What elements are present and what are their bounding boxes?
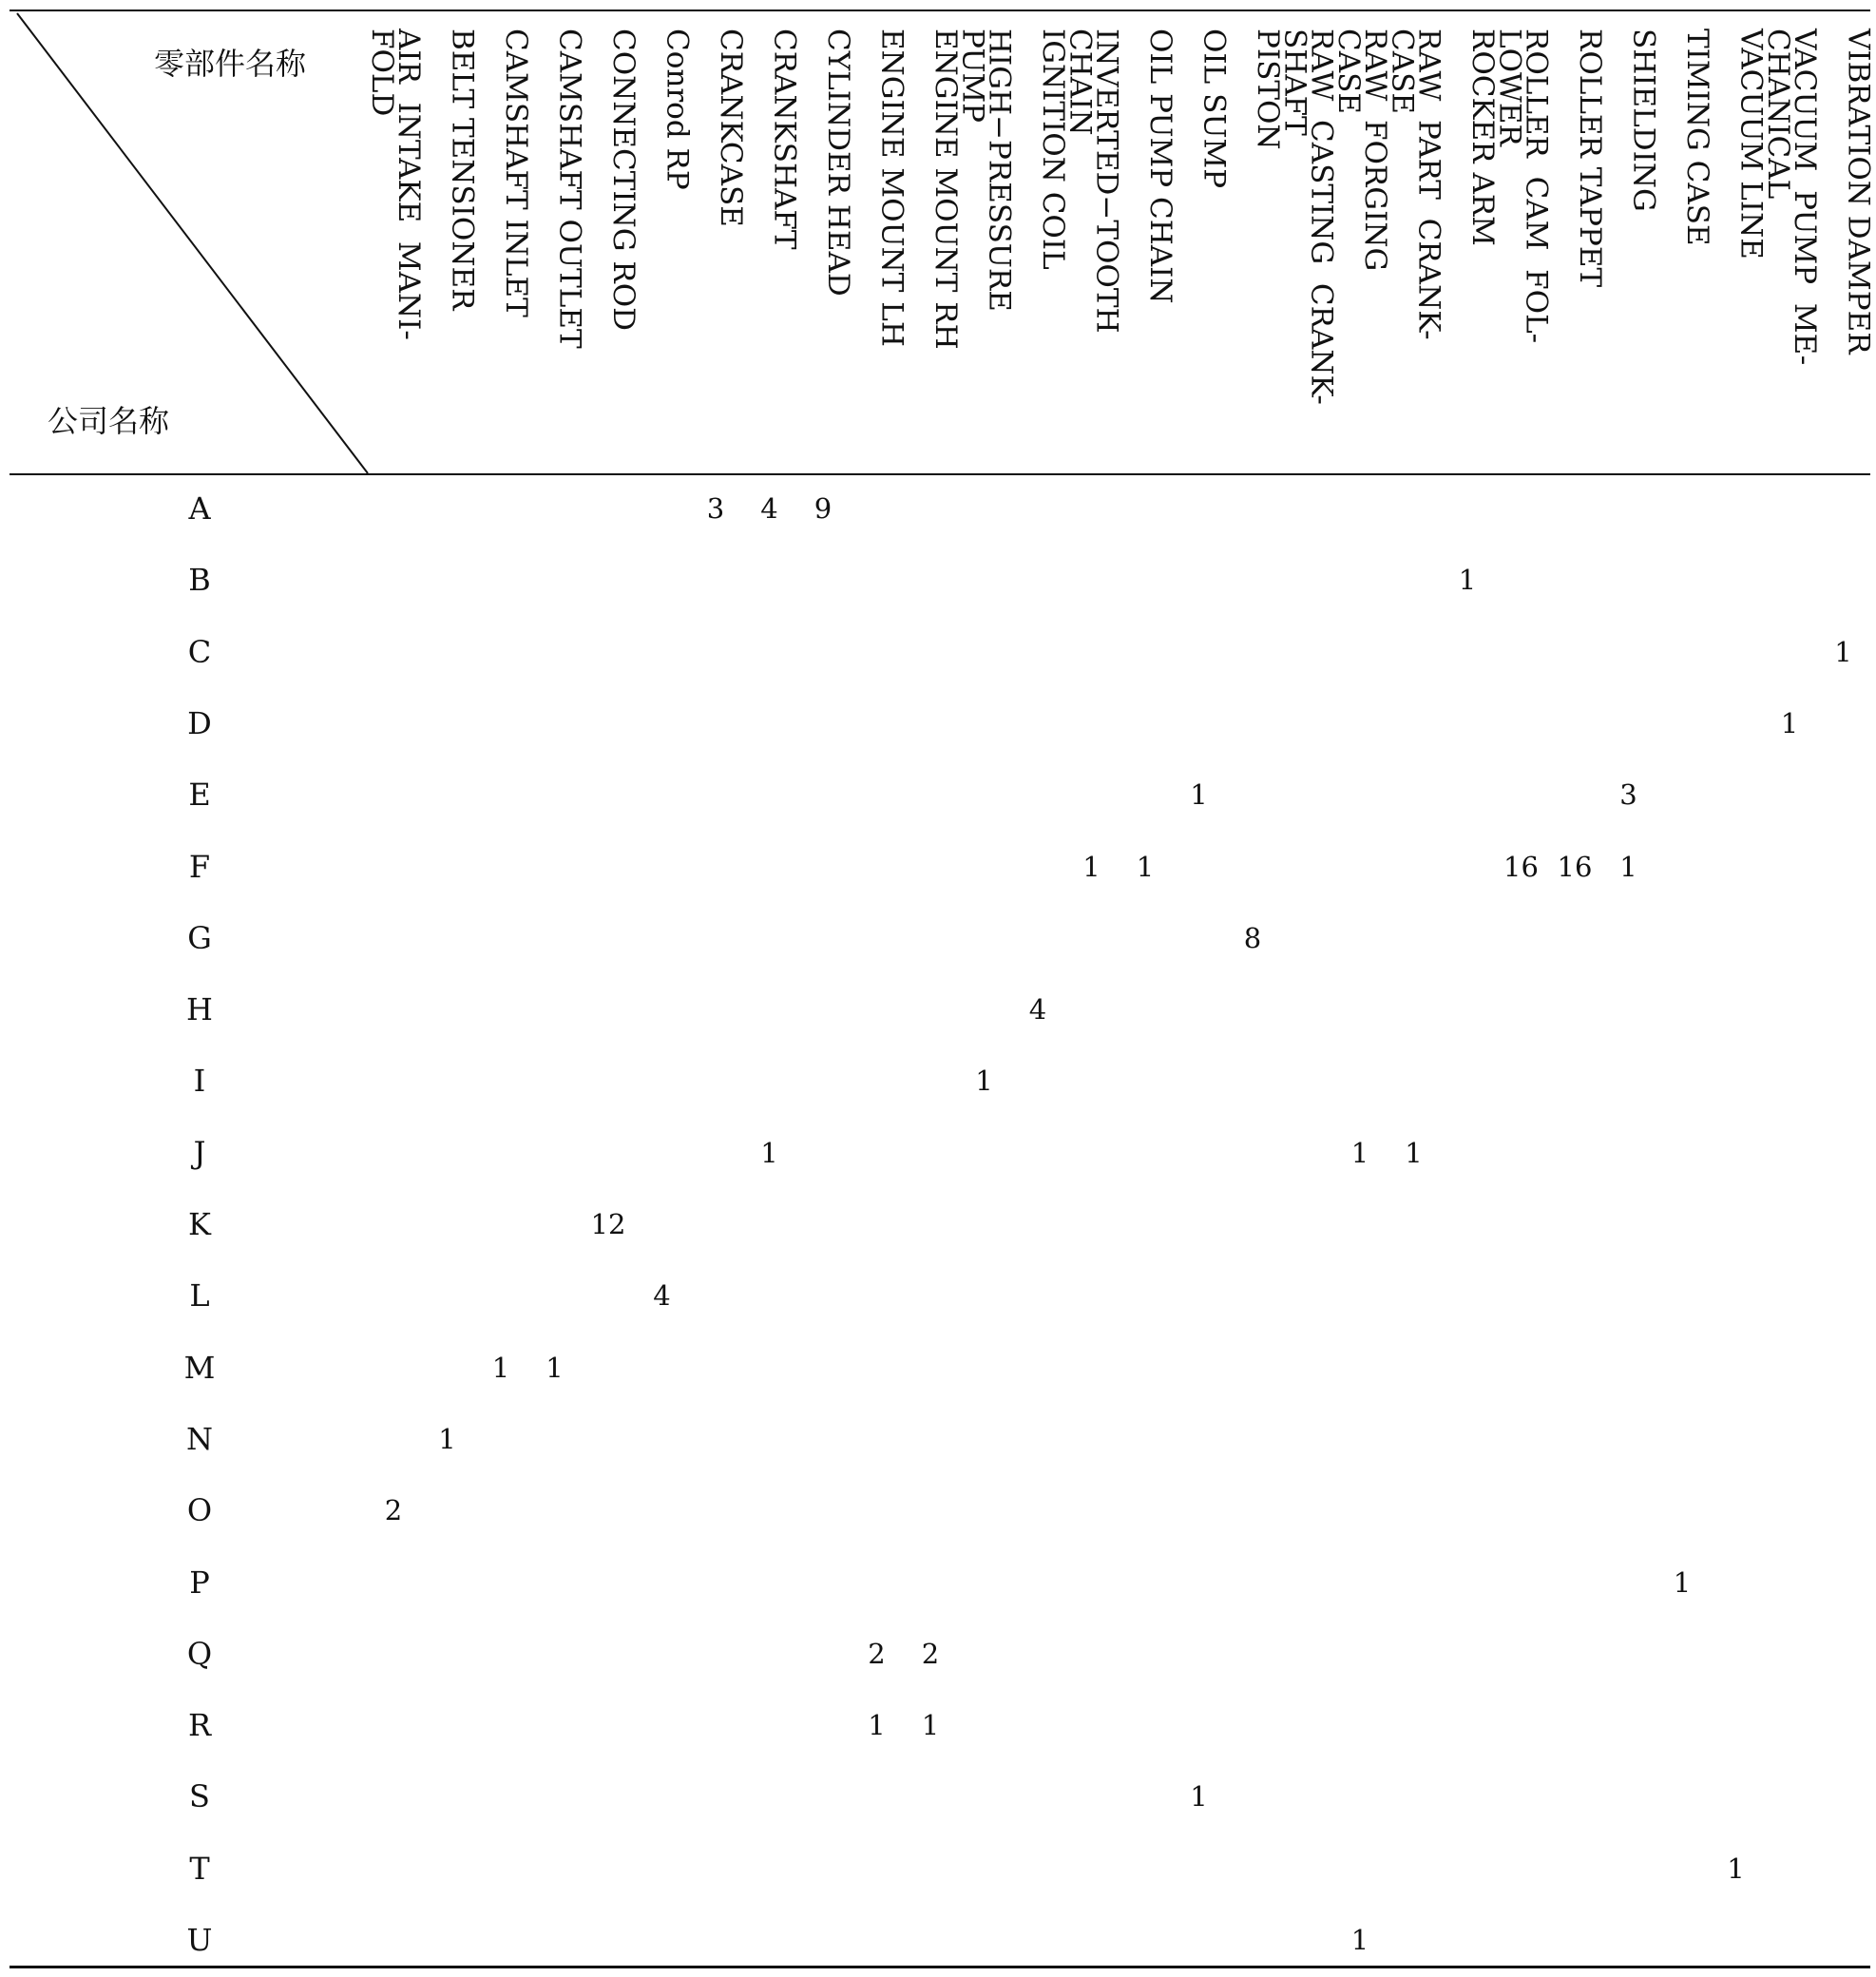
table-cell: 1 [1727,1852,1745,1885]
table-cell: 16 [1557,850,1593,883]
company-label: M [183,1349,216,1386]
company-label: R [187,1707,212,1744]
column-header: CAMSHAFT INLET [499,29,533,317]
table-cell: 4 [653,1279,671,1313]
column-header: OIL PUMP CHAIN [1143,29,1177,304]
data-table [10,0,1876,1977]
table-cell: 3 [706,492,725,525]
table-cell: 1 [1673,1565,1692,1599]
table-cell: 1 [868,1709,886,1742]
column-header: RAW FORGING CASE [1331,29,1392,272]
company-label: T [189,1850,210,1887]
table-cell: 1 [491,1351,510,1384]
table-cell: 9 [814,492,833,525]
company-label: C [187,633,212,670]
table-cell: 4 [760,492,778,525]
table-cell: 1 [1405,1136,1423,1169]
company-name-label: 公司名称 [48,403,170,439]
column-header: ENGINE MOUNT LH [874,29,909,347]
company-label: E [188,777,211,814]
table-cell: 1 [438,1422,456,1455]
column-header: ROCKER ARM [1465,29,1500,246]
column-header: RAW PART CRANK- CASE [1385,29,1446,340]
column-header: CRANKCASE [714,29,748,227]
column-header: OIL SUMP [1196,29,1232,189]
table-cell: 1 [1458,564,1477,597]
table-cell: 1 [1190,1780,1208,1814]
table-cell: 1 [1350,1924,1369,1956]
column-header: AIR INTAKE MANI- FOLD [365,29,426,340]
column-header: VACUUM LINE [1733,29,1769,259]
column-header: ENGINE MOUNT RH [928,29,963,350]
table-cell: 1 [975,1065,993,1098]
table-cell: 2 [921,1637,940,1670]
table-cell: 1 [1350,1136,1369,1169]
table-cell: 1 [1619,850,1637,883]
column-header: CAMSHAFT OUTLET [552,29,587,349]
column-header: RAW CASTING CRANK- SHAFT [1277,29,1339,405]
table-cell: 1 [1190,778,1208,812]
column-header: CYLINDER HEAD [821,29,855,297]
table-cell: 2 [384,1494,403,1527]
table-cell: 1 [1780,706,1799,739]
company-label: H [186,991,213,1028]
company-label: Q [186,1635,213,1672]
table-cell: 1 [1082,850,1101,883]
column-header: SHIELDING [1626,29,1661,212]
company-label: P [189,1564,210,1601]
company-label: K [188,1206,211,1242]
company-label: D [187,704,212,741]
table-cell: 1 [1136,850,1155,883]
table-cell: 12 [590,1208,626,1240]
column-header: VACUUM PUMP ME- CHANICAL [1761,29,1822,366]
column-header: TIMING CASE [1680,29,1714,246]
company-label: I [193,1063,206,1100]
company-label: F [188,848,211,885]
table-cell: 16 [1503,850,1539,883]
company-label: S [189,1778,210,1815]
column-header: Conrod RP [660,29,695,190]
column-header: ROLLER CAM FOL- LOWER [1492,29,1554,344]
company-label: A [188,490,211,527]
table-cell: 2 [868,1637,886,1670]
company-label: U [186,1922,213,1958]
company-label: B [188,562,211,599]
column-header: BELT TENSIONER [445,29,480,311]
column-header: INVERTED−TOOTH CHAIN [1062,29,1124,334]
table-cell: 1 [546,1351,564,1384]
company-label: N [186,1420,213,1457]
column-header: ROLLER TAPPET [1573,29,1607,288]
column-header: VIBRATION DAMPER [1841,29,1876,355]
column-header: CRANKSHAFT [767,29,802,250]
table-cell: 4 [1028,993,1047,1027]
company-label: O [186,1492,213,1529]
column-header: IGNITION COIL [1036,29,1070,270]
table-cell: 8 [1243,921,1262,954]
column-header: HIGH−PRESSURE PUMP [955,29,1017,312]
table-cell: 3 [1619,778,1637,812]
company-label: J [193,1134,206,1171]
table-cell: 1 [921,1709,940,1742]
column-header: PISTON [1251,29,1285,150]
column-header: CONNECTING ROD [606,29,641,332]
part-name-label: 零部件名称 [154,46,307,82]
table-cell: 1 [760,1136,778,1169]
table-cell: 1 [1834,635,1852,668]
company-label: G [187,919,212,956]
company-label: L [189,1277,210,1315]
